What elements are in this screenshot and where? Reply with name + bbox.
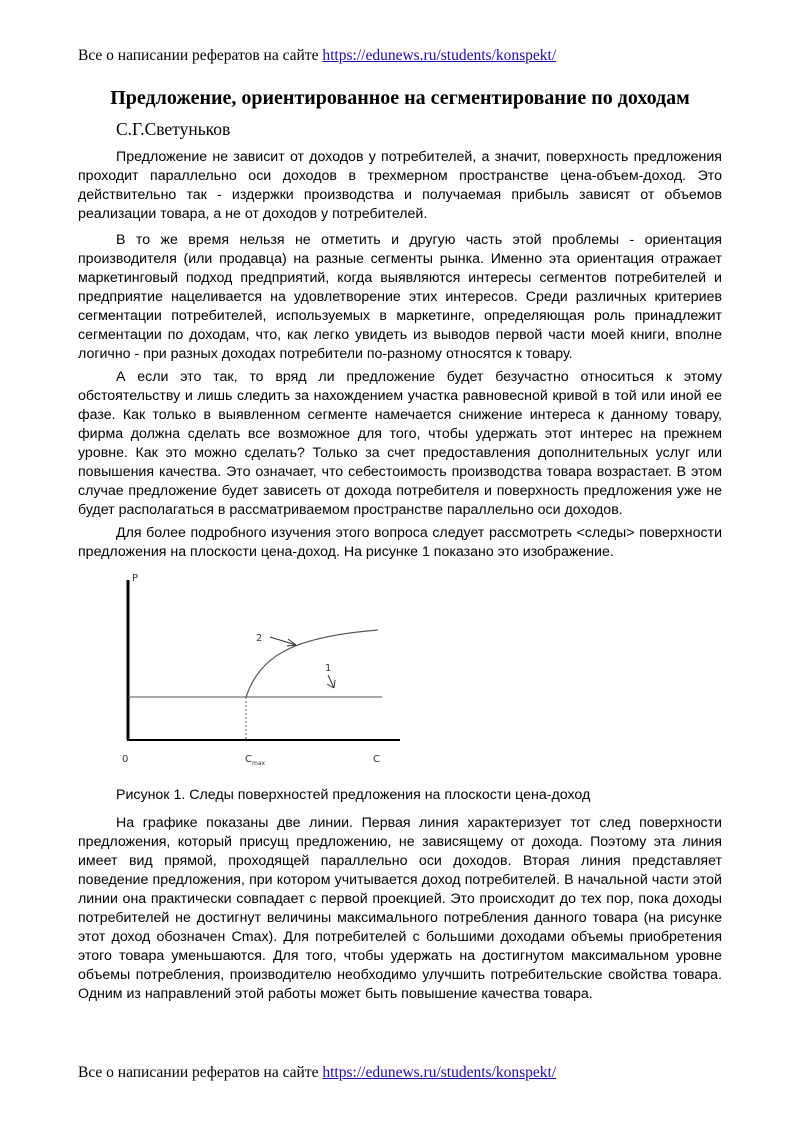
figure-1 <box>110 567 410 772</box>
page-footer <box>78 1064 556 1082</box>
paragraph-4: Для более подробного изучения этого вопроса следует рассмотреть <следы> поверхности предложения на плоскости цена-доход. На рисунке 1 показано это изображение. <box>78 525 722 560</box>
figure-caption: Рисунок 1. Следы поверхностей предложения на плоскости цена-доход <box>116 787 591 803</box>
paragraph-2: В то же время нельзя не отметить и другую часть этой проблемы - ориентация производителя (или продавца) на разные сегменты рынка. Именно эта ориентация отражает маркетинговый подход предприятий, когда выявляются интересы сегментов потребителей и предприятие нацеливается на удовлетворение этих интересов. Среди различных критериев сегментации потребителей, используемых в маркетинге, определяющая роль принадлежит сегментации по доходам, что, как легко увидеть из выводов первой части моей книги, вполне логично - при разных доходах потребители по-разному относятся к товару. <box>78 232 722 362</box>
footer-link[interactable]: https://edunews.ru/students/konspekt/ <box>322 1064 557 1081</box>
paragraph-5: На графике показаны две линии. Первая линия характеризует тот след поверхности предложения, который присущ предложению, не зависящему от дохода. Поэтому эта линия имеет вид прямой, проходящей параллельно оси доходов. Вторая линия представляет поведение предложения, при котором учитывается доход потребителей. В начальной части этой линии она практически совпадает с первой проекцией. Это происходит до тех пор, пока доходы потребителей не достигнут величины максимального потребления данного товара (на рисунке этот доход обозначен Cmax). Для потребителей с большими доходами объемы приобретения этого товара уменьшаются. Для того, чтобы удержать на достигнутом максимальном уровне объемы потребления, производителю необходимо улучшить потребительские свойства товара. Одним из направлений этой работы может быть повышение качества товара. <box>78 815 722 1002</box>
origin-label: 0 <box>122 754 129 765</box>
arrow-2 <box>270 637 296 645</box>
y-axis-label: P <box>132 573 139 584</box>
line-1-label: 1 <box>325 663 332 674</box>
author-name: С.Г.Светуньков <box>116 119 231 139</box>
document-title: Предложение, ориентированное на сегментирование по доходам <box>110 87 690 109</box>
header-link[interactable]: https://edunews.ru/students/konspekt/ <box>322 47 557 64</box>
paragraph-3: А если это так, то вряд ли предложение будет безучастно относиться к этому обстоятельству и лишь следить за нахождением участка равновесной кривой в той или иной ее фазе. Как только в выявленном сегменте намечается снижение интереса к данному товару, фирма должна сделать все возможное для того, чтобы удержать этот интерес на прежнем уровне. Как это можно сделать? Только за счет предоставления дополнительных услуг или повышения качества. Это означает, что себестоимость производства товара возрастает. В этом случае предложение будет зависеть от дохода потребителя и поверхность предложения уже не будет располагаться в рассматриваемом пространстве параллельно оси доходов. <box>78 369 722 518</box>
figure-1-graph <box>110 567 410 772</box>
page-header <box>78 47 556 65</box>
supply-curve-2 <box>246 630 378 697</box>
cmax-label: $C_{max}$ <box>245 754 266 767</box>
x-axis-label: C <box>373 754 380 765</box>
footer-text: Все о написании рефератов на сайте <box>78 1064 323 1081</box>
paragraph-1: Предложение не зависит от доходов у потребителей, а значит, поверхность предложения проходит параллельно оси доходов в трехмерном пространстве цена-объем-доход. Это действительно так - издержки производства и получаемая прибыль зависят от объемов реализации товара, а не от доходов у потребителей. <box>78 149 722 222</box>
line-2-label: 2 <box>256 633 263 644</box>
header-text: Все о написании рефератов на сайте <box>78 47 323 64</box>
